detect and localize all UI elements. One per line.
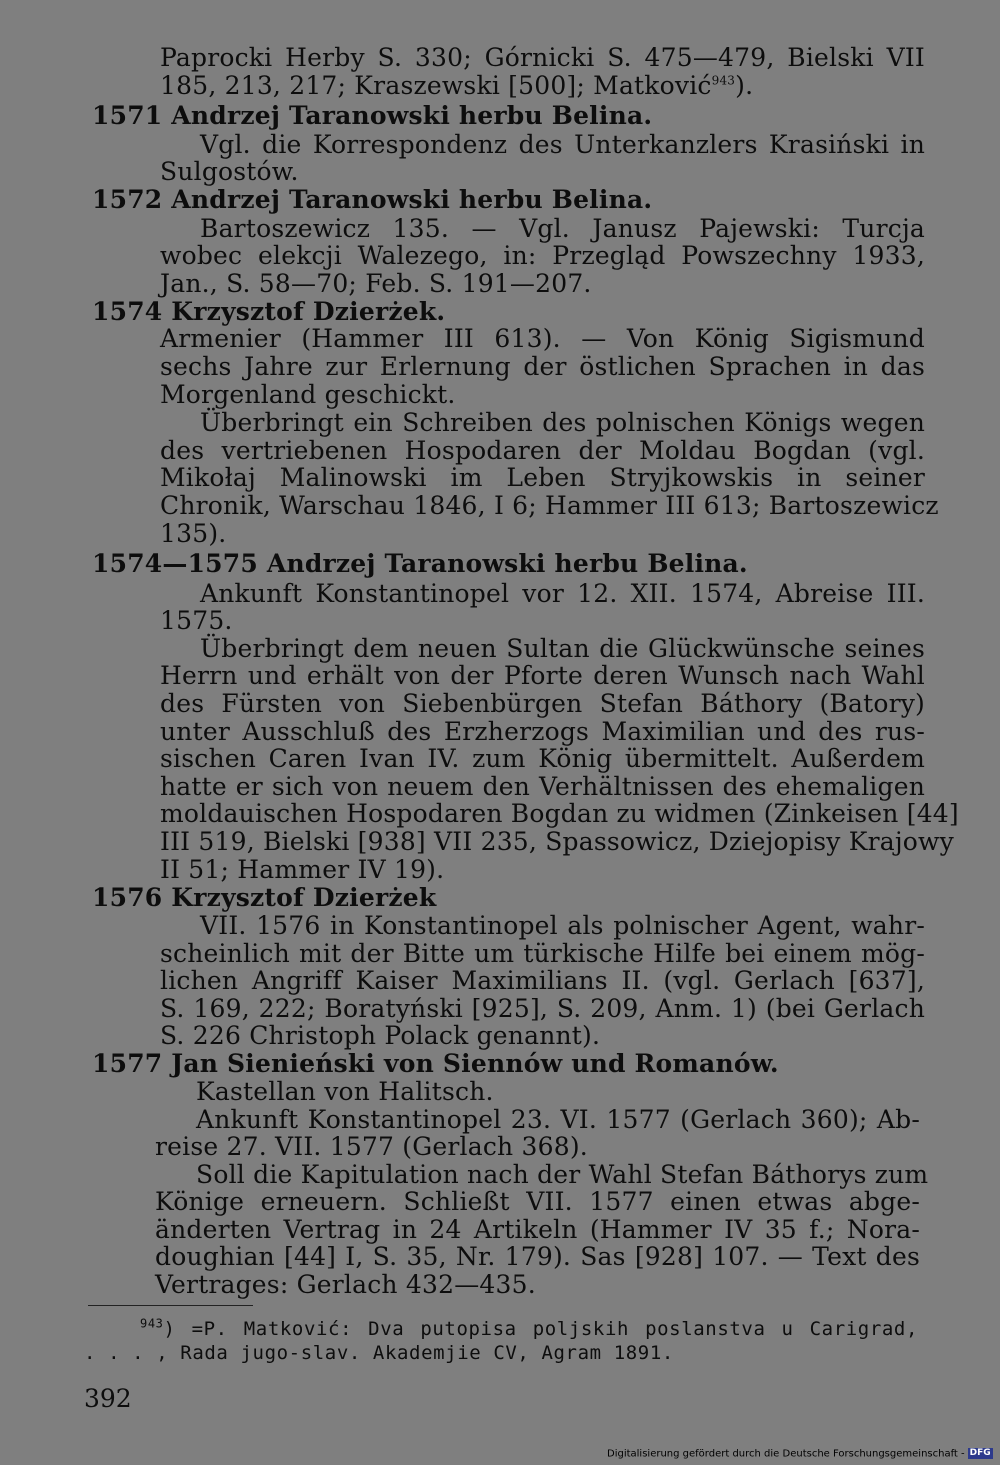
text-line: Vgl. die Korrespondenz des Unterkanzlers Krasiński in bbox=[200, 130, 925, 159]
text-line: Könige erneuern. Schließt VII. 1577 einen etwas abge- bbox=[155, 1187, 920, 1216]
entry-year: 1572 bbox=[92, 185, 163, 214]
entry-name: Jan Sienieński von Siennów und Romanów. bbox=[171, 1049, 779, 1078]
entry-name: Andrzej Taranowski herbu Belina. bbox=[171, 185, 653, 214]
text-line: Bartoszewicz 135. — Vgl. Janusz Pajewski: Turcja bbox=[200, 214, 925, 243]
footnote-marker: 943 bbox=[140, 1316, 164, 1331]
text-line: änderten Vertrag in 24 Artikeln (Hammer IV 35 f.; Nora- bbox=[155, 1215, 920, 1244]
text-line: sischen Caren Ivan IV. zum König übermittelt. Außerdem bbox=[160, 744, 925, 773]
entry-year: 1577 bbox=[92, 1049, 163, 1078]
footnote-divider bbox=[88, 1305, 253, 1306]
text-line: Armenier (Hammer III 613). — Von König Sigismund bbox=[160, 324, 925, 353]
text-line: Kastellan von Halitsch. bbox=[196, 1077, 494, 1106]
text-line: des Fürsten von Siebenbürgen Stefan Báthory (Batory) bbox=[160, 689, 925, 718]
entry-year: 1571 bbox=[92, 101, 163, 130]
text-line: S. 226 Christoph Polack genannt). bbox=[160, 1021, 601, 1050]
digitization-credit-text: Digitalisierung gefördert durch die Deutsche Forschungsgemeinschaft - bbox=[607, 1448, 965, 1460]
text-line: des vertriebenen Hospodaren der Moldau Bogdan (vgl. bbox=[160, 436, 925, 465]
text-line: Ankunft Konstantinopel 23. VI. 1577 (Gerlach 360); Ab- bbox=[196, 1105, 920, 1134]
entry-heading bbox=[92, 186, 652, 214]
footnote-line: $^{943}$) =P. Matković: Dva putopisa poljskih poslanstva u Carigrad, bbox=[140, 1316, 918, 1340]
text-line: 135). bbox=[160, 519, 227, 548]
text-line: S. 169, 222; Boratyński [925], S. 209, Anm. 1) (bei Gerlach bbox=[160, 994, 925, 1023]
dfg-logo: DFG bbox=[969, 1448, 991, 1458]
text-line: lichen Angriff Kaiser Maximilians II. (vgl. Gerlach [637], bbox=[160, 966, 925, 995]
text-line: reise 27. VII. 1577 (Gerlach 368). bbox=[155, 1132, 588, 1161]
entry-heading bbox=[92, 884, 436, 912]
page-number: 392 bbox=[84, 1384, 132, 1413]
text-line: unter Ausschluß des Erzherzogs Maximilian und des rus- bbox=[160, 717, 925, 746]
text-line: sechs Jahre zur Erlernung der östlichen Sprachen in das bbox=[160, 352, 925, 381]
entry-name: Krzysztof Dzierżek. bbox=[171, 297, 446, 326]
entry-heading bbox=[92, 298, 445, 326]
text-line: III 519, Bielski [938] VII 235, Spassowicz, Dziejopisy Krajowy bbox=[160, 827, 954, 856]
text-line: Vertrages: Gerlach 432—435. bbox=[155, 1270, 536, 1299]
entry-heading bbox=[92, 102, 652, 130]
text-line: 1575. bbox=[160, 606, 233, 635]
text-line: Überbringt dem neuen Sultan die Glückwünsche seines bbox=[200, 634, 925, 663]
text-line: Überbringt ein Schreiben des polnischen Königs wegen bbox=[200, 408, 925, 437]
text-line: doughian [44] I, S. 35, Nr. 179). Sas [928] 107. — Text des bbox=[155, 1242, 920, 1271]
text-line: Herrn und erhält von der Pforte deren Wunsch nach Wahl bbox=[160, 661, 925, 690]
entry-heading bbox=[92, 550, 748, 578]
text-line: Mikołaj Malinowski im Leben Stryjkowskis in seiner bbox=[160, 463, 925, 492]
entry-name: Andrzej Taranowski herbu Belina. bbox=[266, 549, 748, 578]
entry-year: 1576 bbox=[92, 883, 163, 912]
footnote-line: . . . , Rada jugo-slav. Akademjie CV, Agram 1891. bbox=[84, 1342, 674, 1364]
text-line: II 51; Hammer IV 19). bbox=[160, 855, 445, 884]
entry-year: 1574—1575 bbox=[92, 549, 258, 578]
text-line: Jan., S. 58—70; Feb. S. 191—207. bbox=[160, 269, 592, 298]
digitization-credit bbox=[607, 1448, 993, 1461]
text-line: Sulgostów. bbox=[160, 157, 299, 186]
text-line: wobec elekcji Walezego, in: Przegląd Powszechny 1933, bbox=[160, 241, 925, 270]
text-line: Ankunft Konstantinopel vor 12. XII. 1574, Abreise III. bbox=[200, 579, 925, 608]
text-line: 185, 213, 217; Kraszewski [500]; Matković$^{943}$). bbox=[160, 71, 754, 100]
entry-name: Andrzej Taranowski herbu Belina. bbox=[171, 101, 653, 130]
entry-year: 1574 bbox=[92, 297, 163, 326]
entry-heading bbox=[92, 1050, 779, 1078]
text-line: scheinlich mit der Bitte um türkische Hilfe bei einem mög- bbox=[160, 939, 925, 968]
footnote-reference: 943 bbox=[711, 73, 736, 88]
text-line: Morgenland geschickt. bbox=[160, 380, 456, 409]
entry-name: Krzysztof Dzierżek bbox=[171, 883, 437, 912]
text-line: moldauischen Hospodaren Bogdan zu widmen (Zinkeisen [44] bbox=[160, 799, 959, 828]
text-line: Paprocki Herby S. 330; Górnicki S. 475—479, Bielski VII bbox=[160, 43, 925, 72]
text-line: hatte er sich von neuem den Verhältnissen des ehemaligen bbox=[160, 772, 925, 801]
text-line: Chronik, Warschau 1846, I 6; Hammer III 613; Bartoszewicz bbox=[160, 491, 939, 520]
text-line: VII. 1576 in Konstantinopel als polnischer Agent, wahr- bbox=[200, 911, 925, 940]
text-line: Soll die Kapitulation nach der Wahl Stefan Báthorys zum bbox=[196, 1160, 929, 1189]
